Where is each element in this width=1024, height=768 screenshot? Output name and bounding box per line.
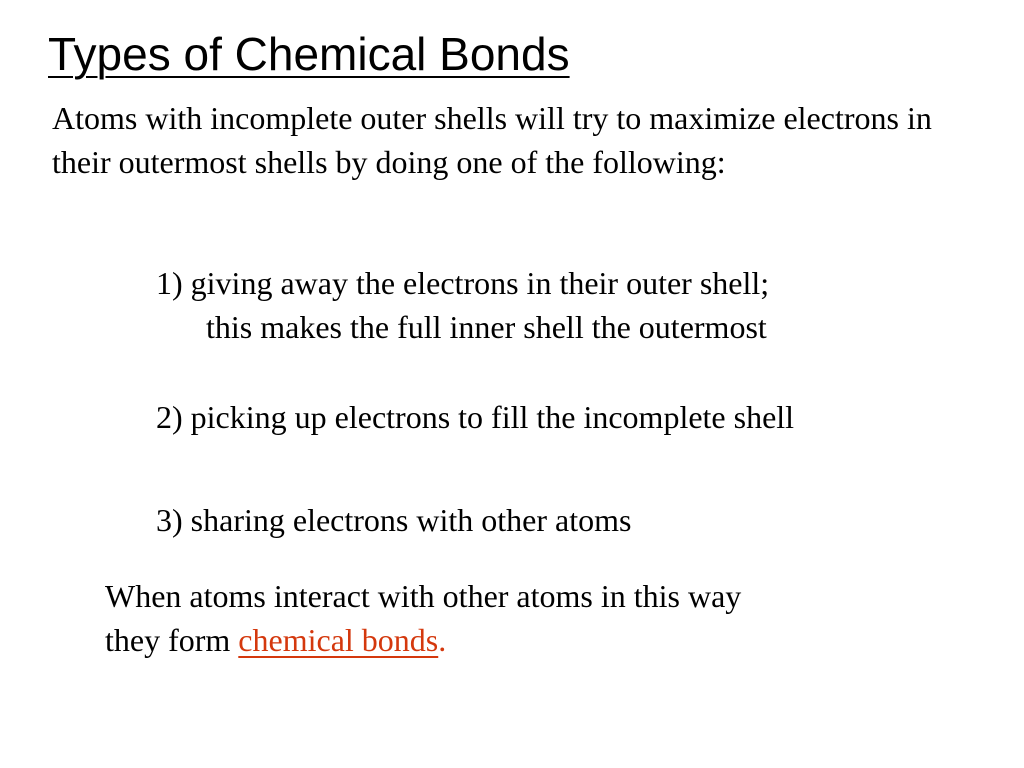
list-item-1-line-2: this makes the full inner shell the outermost: [206, 309, 767, 345]
conclusion-line-1: When atoms interact with other atoms in this way: [105, 578, 742, 614]
list-item-2-text: 2) picking up electrons to fill the incomplete shell: [156, 399, 795, 435]
list-item-1-line-1: 1) giving away the electrons in their outer shell;: [156, 265, 770, 301]
conclusion-line-2: [105, 618, 965, 662]
conclusion-period: .: [438, 622, 447, 658]
list-item-3-text: 3) sharing electrons with other atoms: [156, 502, 632, 538]
conclusion-paragraph: [105, 574, 965, 662]
conclusion-prefix: they form: [105, 622, 239, 658]
list-item-2: [156, 395, 794, 439]
slide-title: Types of Chemical Bonds: [48, 28, 570, 80]
intro-paragraph: Atoms with incomplete outer shells will try to maximize electrons in their outermost shells by doing one of the following:: [52, 100, 932, 180]
list-item-3: [156, 498, 631, 542]
list-item-1: [156, 261, 769, 349]
chemical-bonds-term: chemical bonds: [238, 622, 439, 658]
